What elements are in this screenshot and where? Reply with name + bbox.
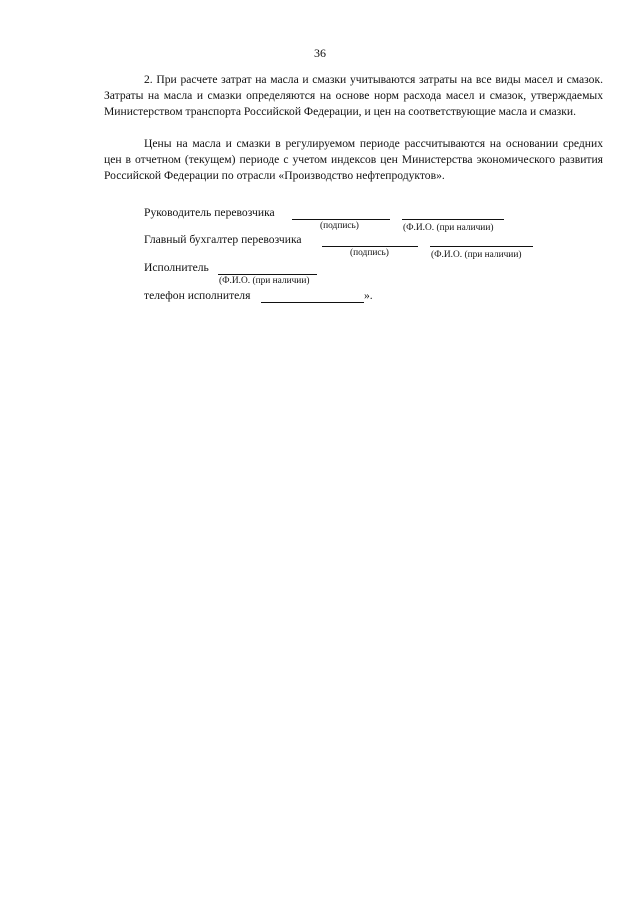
head-name-caption: (Ф.И.О. (при наличии) [403, 223, 494, 233]
phone-blank [261, 302, 364, 303]
chief-accountant-signature-blank [322, 246, 418, 247]
head-signature-blank [292, 219, 390, 220]
head-signature-caption: (подпись) [320, 221, 359, 231]
phone-suffix: ». [364, 289, 373, 302]
executor-label: Исполнитель [144, 261, 209, 274]
executor-name-blank [218, 274, 317, 275]
chief-accountant-label: Главный бухгалтер перевозчика [144, 233, 302, 246]
chief-accountant-name-blank [430, 246, 533, 247]
page-number: 36 [314, 46, 326, 60]
paragraph-oils-prices: Цены на масла и смазки в регулируемом периоде рассчитываются на основании средних цен в отчетном (текущем) периоде с учетом индексов цен Министерства экономического развития Российской Федерации по отрасли «Производство нефтепродуктов». [104, 137, 603, 182]
chief-accountant-name-caption: (Ф.И.О. (при наличии) [431, 250, 522, 260]
paragraph-oils-costs: 2. При расчете затрат на масла и смазки учитываются затраты на все виды масел и смазок. Затраты на масла и смазки определяются на основе норм расхода масел и смазок, утверждаемых Министерством транспорта Российской Федерации, и цен на соответствующие масла и смазки. [104, 73, 603, 118]
head-label: Руководитель перевозчика [144, 206, 275, 219]
executor-name-caption: (Ф.И.О. (при наличии) [219, 276, 310, 286]
phone-label: телефон исполнителя [144, 289, 251, 302]
head-name-blank [402, 219, 504, 220]
chief-accountant-signature-caption: (подпись) [350, 248, 389, 258]
